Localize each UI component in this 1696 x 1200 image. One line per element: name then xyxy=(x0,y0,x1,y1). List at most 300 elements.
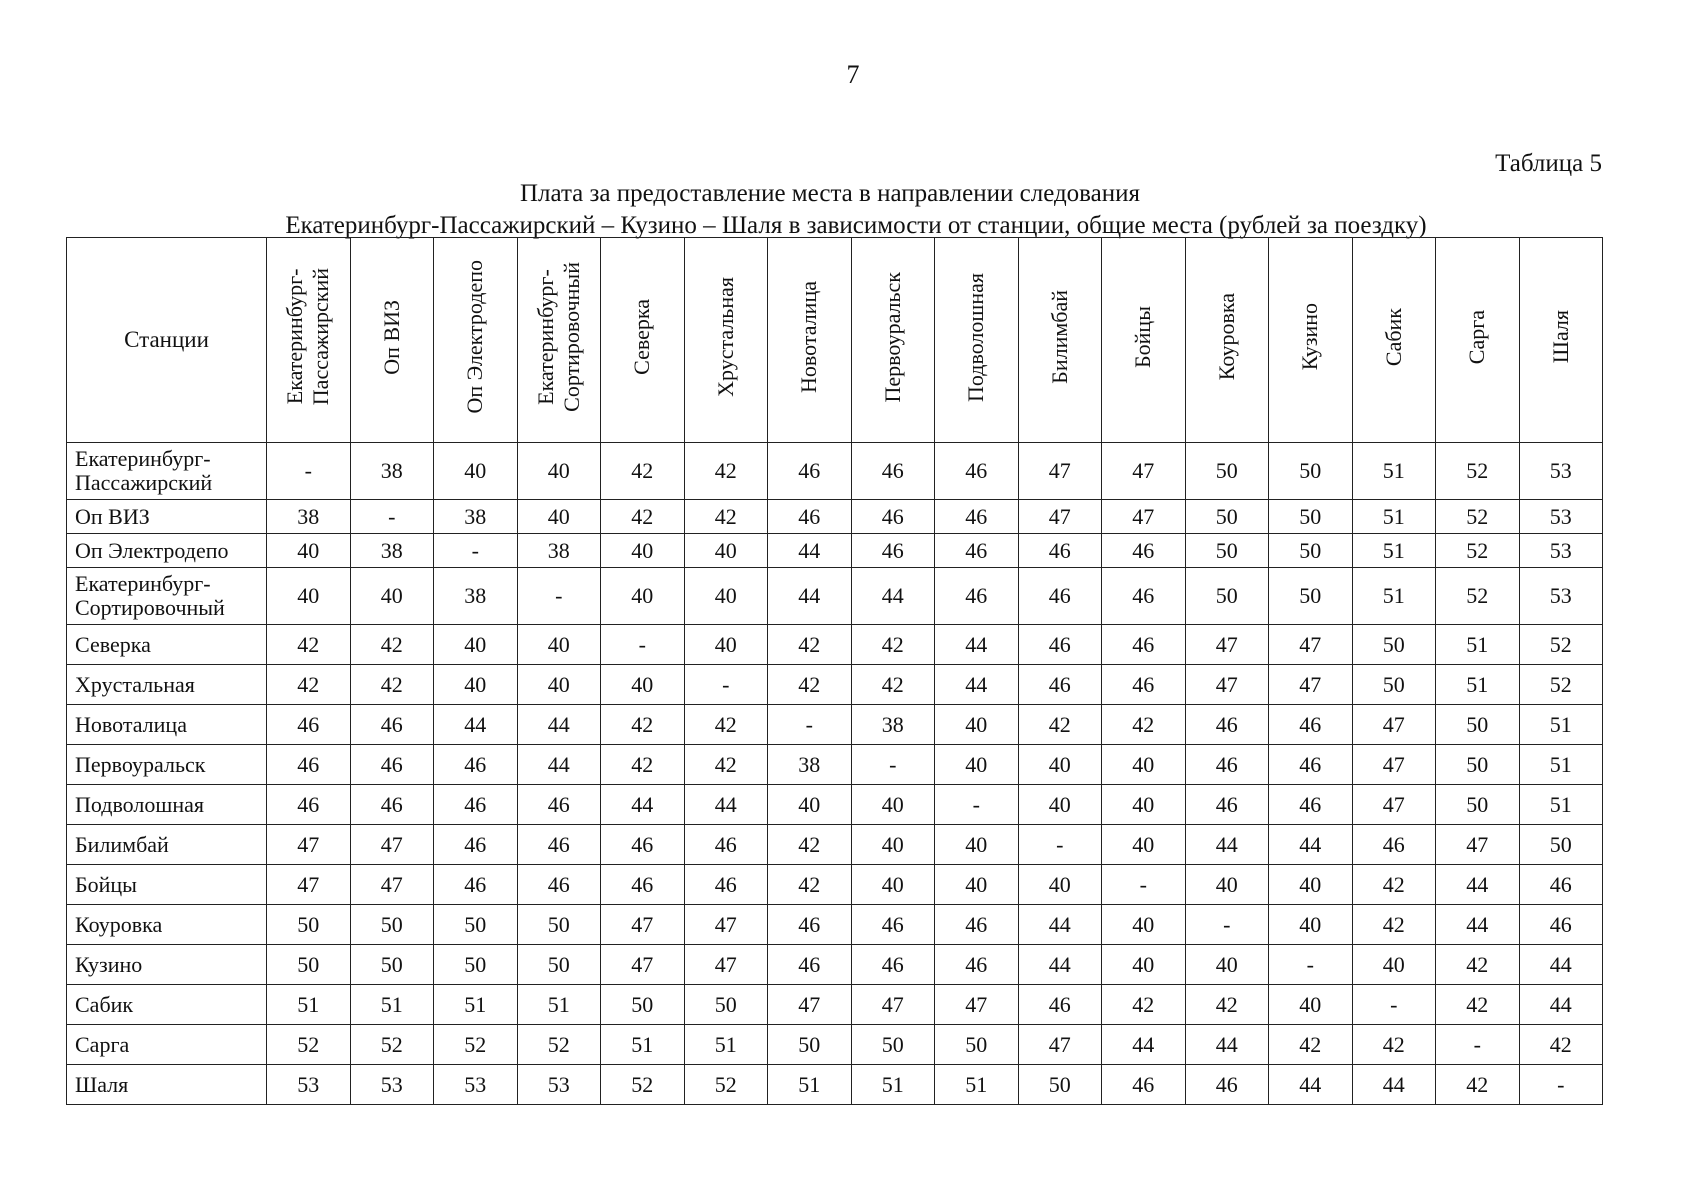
fare-cell: 38 xyxy=(434,500,518,534)
column-header xyxy=(1352,238,1436,443)
fare-cell: - xyxy=(350,500,434,534)
column-header-label: Билимбай xyxy=(1046,290,1072,384)
fare-cell: 44 xyxy=(1352,1065,1436,1105)
fare-cell: 47 xyxy=(1436,825,1520,865)
fare-cell: 52 xyxy=(434,1025,518,1065)
fare-cell: 38 xyxy=(517,534,601,568)
fare-cell: - xyxy=(434,534,518,568)
column-header xyxy=(1519,238,1603,443)
fare-cell: 47 xyxy=(1352,745,1436,785)
fare-cell: 50 xyxy=(1436,705,1520,745)
fare-cell: - xyxy=(1269,945,1353,985)
fare-cell: 42 xyxy=(684,745,768,785)
table-row xyxy=(67,785,1603,825)
column-header xyxy=(601,238,685,443)
fare-cell: 40 xyxy=(434,443,518,500)
fare-cell: 46 xyxy=(1185,785,1269,825)
fare-cell: 47 xyxy=(1102,500,1186,534)
fare-cell: 53 xyxy=(1519,500,1603,534)
fare-cell: 46 xyxy=(1018,534,1102,568)
fare-cell: 51 xyxy=(434,985,518,1025)
fare-cell: 40 xyxy=(1102,905,1186,945)
fare-cell: 42 xyxy=(851,625,935,665)
fare-cell: 44 xyxy=(684,785,768,825)
fare-cell: 46 xyxy=(601,865,685,905)
fare-cell: - xyxy=(768,705,852,745)
fare-cell: 42 xyxy=(267,625,351,665)
fare-cell: 44 xyxy=(1018,905,1102,945)
fare-cell: 47 xyxy=(350,865,434,905)
fare-cell: 40 xyxy=(267,534,351,568)
row-station-name: Подволошная xyxy=(67,785,267,825)
column-header xyxy=(768,238,852,443)
fare-cell: 46 xyxy=(1102,665,1186,705)
fare-cell: 51 xyxy=(684,1025,768,1065)
fare-cell: 46 xyxy=(1352,825,1436,865)
fare-cell: 51 xyxy=(768,1065,852,1105)
fare-cell: 50 xyxy=(1018,1065,1102,1105)
fare-cell: 50 xyxy=(267,945,351,985)
fare-cell: 40 xyxy=(1102,945,1186,985)
fare-cell: 46 xyxy=(768,443,852,500)
table-row xyxy=(67,865,1603,905)
fare-cell: 47 xyxy=(1269,625,1353,665)
row-station-name: Сарга xyxy=(67,1025,267,1065)
fare-cell: 40 xyxy=(935,825,1019,865)
fare-cell: 46 xyxy=(1018,985,1102,1025)
fare-cell: - xyxy=(851,745,935,785)
fare-cell: 47 xyxy=(601,905,685,945)
fare-cell: 44 xyxy=(935,665,1019,705)
fare-cell: 53 xyxy=(1519,568,1603,625)
row-station-name: Северка xyxy=(67,625,267,665)
column-header xyxy=(1018,238,1102,443)
fare-cell: 40 xyxy=(768,785,852,825)
fare-table xyxy=(66,237,1603,1105)
fare-cell: 40 xyxy=(267,568,351,625)
fare-cell: 44 xyxy=(517,705,601,745)
fare-cell: 51 xyxy=(1352,534,1436,568)
fare-cell: 46 xyxy=(851,534,935,568)
column-header-label: Шаля xyxy=(1547,310,1573,364)
fare-cell: 51 xyxy=(601,1025,685,1065)
fare-cell: 40 xyxy=(1269,985,1353,1025)
fare-cell: 42 xyxy=(768,665,852,705)
column-header-label: Подволошная xyxy=(963,272,989,402)
fare-cell: 51 xyxy=(1436,665,1520,705)
fare-cell: 42 xyxy=(350,625,434,665)
fare-cell: 42 xyxy=(1352,905,1436,945)
column-header xyxy=(851,238,935,443)
table-row xyxy=(67,705,1603,745)
table-row xyxy=(67,443,1603,500)
fare-cell: 40 xyxy=(517,625,601,665)
fare-cell: 53 xyxy=(517,1065,601,1105)
column-header-label: Коуровка xyxy=(1213,293,1239,381)
fare-cell: 47 xyxy=(267,865,351,905)
fare-cell: 38 xyxy=(267,500,351,534)
fare-cell: 51 xyxy=(851,1065,935,1105)
fare-cell: 42 xyxy=(684,500,768,534)
column-header-label: Екатеринбург- Сортировочный xyxy=(532,262,584,412)
fare-cell: 47 xyxy=(851,985,935,1025)
fare-cell: - xyxy=(1018,825,1102,865)
row-station-name: Билимбай xyxy=(67,825,267,865)
table-header-row xyxy=(67,238,1603,443)
column-header xyxy=(1269,238,1353,443)
table-title-line-2: Екатеринбург-Пассажирский – Кузино – Шаля в зависимости от станции, общие места (рублей за поездку) xyxy=(285,212,1427,239)
fare-cell: 50 xyxy=(517,945,601,985)
row-station-name: Шаля xyxy=(67,1065,267,1105)
fare-cell: 40 xyxy=(350,568,434,625)
fare-cell: 46 xyxy=(1269,705,1353,745)
fare-cell: 52 xyxy=(1519,625,1603,665)
row-station-name: Оп ВИЗ xyxy=(67,500,267,534)
fare-cell: 44 xyxy=(1185,825,1269,865)
fare-cell: 50 xyxy=(1269,443,1353,500)
table-row xyxy=(67,500,1603,534)
fare-cell: 38 xyxy=(350,443,434,500)
fare-cell: 52 xyxy=(517,1025,601,1065)
fare-cell: 42 xyxy=(267,665,351,705)
fare-cell: 40 xyxy=(434,625,518,665)
fare-cell: 47 xyxy=(1185,665,1269,705)
fare-cell: 40 xyxy=(1269,865,1353,905)
fare-cell: 50 xyxy=(1185,500,1269,534)
fare-cell: 40 xyxy=(935,745,1019,785)
table-row xyxy=(67,745,1603,785)
fare-cell: 52 xyxy=(1436,500,1520,534)
fare-cell: 51 xyxy=(1519,745,1603,785)
fare-cell: 46 xyxy=(935,905,1019,945)
fare-cell: - xyxy=(1352,985,1436,1025)
table-row xyxy=(67,665,1603,705)
column-header-label: Бойцы xyxy=(1130,306,1156,368)
fare-cell: 44 xyxy=(768,568,852,625)
row-station-name: Екатеринбург- Пассажирский xyxy=(67,443,267,500)
fare-cell: 50 xyxy=(768,1025,852,1065)
fare-cell: 42 xyxy=(1352,1025,1436,1065)
fare-cell: 46 xyxy=(935,945,1019,985)
fare-cell: 44 xyxy=(935,625,1019,665)
fare-cell: 46 xyxy=(1102,1065,1186,1105)
fare-cell: 46 xyxy=(851,945,935,985)
fare-cell: 40 xyxy=(517,665,601,705)
fare-cell: 52 xyxy=(1436,568,1520,625)
fare-cell: 47 xyxy=(1352,785,1436,825)
fare-cell: 40 xyxy=(1269,905,1353,945)
fare-cell: 47 xyxy=(684,905,768,945)
row-station-name: Екатеринбург- Сортировочный xyxy=(67,568,267,625)
fare-cell: 40 xyxy=(517,500,601,534)
fare-cell: - xyxy=(601,625,685,665)
fare-cell: 44 xyxy=(1018,945,1102,985)
fare-cell: - xyxy=(267,443,351,500)
fare-cell: 47 xyxy=(684,945,768,985)
fare-cell: 52 xyxy=(267,1025,351,1065)
fare-cell: 40 xyxy=(684,625,768,665)
page-number: 7 xyxy=(846,60,860,89)
fare-cell: 42 xyxy=(601,500,685,534)
fare-cell: 44 xyxy=(1519,945,1603,985)
table-row xyxy=(67,905,1603,945)
fare-cell: 46 xyxy=(350,745,434,785)
fare-cell: 40 xyxy=(601,534,685,568)
fare-cell: 51 xyxy=(517,985,601,1025)
table-row xyxy=(67,945,1603,985)
fare-cell: 40 xyxy=(1018,785,1102,825)
row-station-name: Оп Электродепо xyxy=(67,534,267,568)
fare-cell: 50 xyxy=(1436,745,1520,785)
fare-cell: - xyxy=(1519,1065,1603,1105)
fare-cell: 47 xyxy=(1018,1025,1102,1065)
column-header-label: Северка xyxy=(629,299,655,375)
fare-cell: 46 xyxy=(935,534,1019,568)
fare-cell: 44 xyxy=(601,785,685,825)
fare-cell: 53 xyxy=(350,1065,434,1105)
fare-cell: 53 xyxy=(1519,534,1603,568)
fare-cell: 42 xyxy=(768,825,852,865)
fare-cell: 46 xyxy=(851,500,935,534)
fare-cell: 46 xyxy=(267,705,351,745)
table-row xyxy=(67,1065,1603,1105)
fare-cell: 50 xyxy=(1269,500,1353,534)
column-header xyxy=(350,238,434,443)
column-header-label: Хрустальная xyxy=(712,277,738,397)
table-row xyxy=(67,568,1603,625)
fare-cell: - xyxy=(1185,905,1269,945)
fare-cell: 51 xyxy=(350,985,434,1025)
column-header-label: Сабик xyxy=(1380,307,1406,367)
fare-cell: 52 xyxy=(1519,665,1603,705)
fare-cell: 42 xyxy=(601,443,685,500)
fare-cell: 51 xyxy=(1436,625,1520,665)
fare-cell: 46 xyxy=(267,785,351,825)
fare-cell: 47 xyxy=(267,825,351,865)
fare-cell: 51 xyxy=(1519,705,1603,745)
table-title-line-1: Плата за предоставление места в направлении следования xyxy=(519,180,1141,207)
fare-cell: 47 xyxy=(768,985,852,1025)
fare-cell: 50 xyxy=(1185,534,1269,568)
fare-cell: 46 xyxy=(1519,905,1603,945)
fare-cell: 46 xyxy=(434,745,518,785)
fare-cell: 47 xyxy=(1185,625,1269,665)
fare-cell: 38 xyxy=(768,745,852,785)
fare-cell: 42 xyxy=(1436,985,1520,1025)
fare-cell: 50 xyxy=(1185,568,1269,625)
fare-cell: 50 xyxy=(1269,534,1353,568)
fare-cell: 42 xyxy=(1185,985,1269,1025)
fare-cell: 40 xyxy=(601,568,685,625)
fare-cell: 46 xyxy=(434,865,518,905)
fare-cell: 42 xyxy=(684,443,768,500)
table-row xyxy=(67,534,1603,568)
fare-cell: 46 xyxy=(1102,568,1186,625)
fare-cell: 52 xyxy=(601,1065,685,1105)
fare-cell: 53 xyxy=(434,1065,518,1105)
fare-cell: 46 xyxy=(1185,745,1269,785)
fare-cell: 40 xyxy=(517,443,601,500)
fare-cell: - xyxy=(1102,865,1186,905)
fare-cell: 50 xyxy=(935,1025,1019,1065)
fare-cell: 46 xyxy=(851,905,935,945)
column-header-label: Оп ВИЗ xyxy=(378,299,404,375)
fare-cell: 46 xyxy=(1018,568,1102,625)
fare-cell: 40 xyxy=(1352,945,1436,985)
fare-cell: 47 xyxy=(1018,500,1102,534)
fare-cell: 42 xyxy=(1519,1025,1603,1065)
fare-cell: 40 xyxy=(684,534,768,568)
fare-cell: 46 xyxy=(935,500,1019,534)
fare-cell: 46 xyxy=(267,745,351,785)
fare-cell: 40 xyxy=(851,865,935,905)
fare-cell: 50 xyxy=(350,905,434,945)
fare-cell: 42 xyxy=(1436,945,1520,985)
fare-cell: 46 xyxy=(517,825,601,865)
row-station-name: Сабик xyxy=(67,985,267,1025)
fare-cell: 40 xyxy=(1102,825,1186,865)
column-header xyxy=(1102,238,1186,443)
fare-cell: - xyxy=(935,785,1019,825)
fare-cell: 42 xyxy=(684,705,768,745)
fare-cell: 42 xyxy=(1436,1065,1520,1105)
fare-cell: 40 xyxy=(684,568,768,625)
fare-cell: 44 xyxy=(1519,985,1603,1025)
column-header-label: Оп Электродепо xyxy=(462,260,488,414)
column-header-label: Кузино xyxy=(1297,303,1323,371)
row-station-name: Новоталица xyxy=(67,705,267,745)
table-label: Таблица 5 xyxy=(1495,150,1602,177)
fare-cell: 51 xyxy=(1352,568,1436,625)
fare-cell: 40 xyxy=(851,825,935,865)
fare-cell: 52 xyxy=(350,1025,434,1065)
fare-cell: 46 xyxy=(1018,625,1102,665)
column-header xyxy=(434,238,518,443)
fare-cell: 51 xyxy=(935,1065,1019,1105)
fare-cell: 42 xyxy=(601,745,685,785)
fare-cell: 46 xyxy=(1269,785,1353,825)
fare-cell: 46 xyxy=(851,443,935,500)
fare-cell: 38 xyxy=(350,534,434,568)
fare-cell: 46 xyxy=(434,785,518,825)
fare-cell: 47 xyxy=(601,945,685,985)
fare-cell: 46 xyxy=(350,705,434,745)
row-station-name: Коуровка xyxy=(67,905,267,945)
fare-cell: 46 xyxy=(1185,705,1269,745)
column-header-label: Сарга xyxy=(1464,309,1490,365)
fare-cell: 46 xyxy=(768,945,852,985)
table-body xyxy=(67,443,1603,1105)
fare-cell: 53 xyxy=(267,1065,351,1105)
fare-cell: 47 xyxy=(935,985,1019,1025)
fare-cell: 46 xyxy=(1519,865,1603,905)
fare-cell: 50 xyxy=(434,945,518,985)
fare-cell: 46 xyxy=(1018,665,1102,705)
fare-cell: - xyxy=(517,568,601,625)
fare-cell: 47 xyxy=(1269,665,1353,705)
fare-cell: 47 xyxy=(1018,443,1102,500)
fare-cell: 42 xyxy=(350,665,434,705)
fare-cell: 50 xyxy=(1185,443,1269,500)
fare-cell: 50 xyxy=(1519,825,1603,865)
fare-cell: 50 xyxy=(1436,785,1520,825)
column-header xyxy=(935,238,1019,443)
fare-cell: 46 xyxy=(935,568,1019,625)
fare-cell: 46 xyxy=(1102,534,1186,568)
column-header xyxy=(684,238,768,443)
fare-cell: 44 xyxy=(1436,905,1520,945)
fare-cell: 46 xyxy=(517,785,601,825)
fare-cell: 38 xyxy=(851,705,935,745)
fare-cell: 50 xyxy=(684,985,768,1025)
table-row xyxy=(67,1025,1603,1065)
fare-cell: 47 xyxy=(1352,705,1436,745)
column-header-label: Екатеринбург- Пассажирский xyxy=(282,268,334,406)
fare-cell: 40 xyxy=(851,785,935,825)
fare-cell: - xyxy=(1436,1025,1520,1065)
fare-cell: 42 xyxy=(1269,1025,1353,1065)
fare-cell: 47 xyxy=(1102,443,1186,500)
fare-cell: 46 xyxy=(684,865,768,905)
fare-cell: 40 xyxy=(1185,865,1269,905)
fare-cell: 52 xyxy=(1436,443,1520,500)
row-station-name: Первоуральск xyxy=(67,745,267,785)
fare-cell: 51 xyxy=(1352,500,1436,534)
fare-cell: 42 xyxy=(1102,985,1186,1025)
column-header xyxy=(267,238,351,443)
fare-cell: 50 xyxy=(350,945,434,985)
column-header xyxy=(1185,238,1269,443)
table-row xyxy=(67,625,1603,665)
column-header-label: Первоуральск xyxy=(879,271,905,403)
fare-cell: 50 xyxy=(517,905,601,945)
fare-cell: 40 xyxy=(935,705,1019,745)
fare-cell: 44 xyxy=(517,745,601,785)
fare-cell: 44 xyxy=(1102,1025,1186,1065)
fare-cell: 42 xyxy=(1018,705,1102,745)
fare-cell: 46 xyxy=(684,825,768,865)
table-row xyxy=(67,825,1603,865)
fare-cell: 46 xyxy=(350,785,434,825)
fare-cell: 46 xyxy=(1185,1065,1269,1105)
fare-cell: 44 xyxy=(768,534,852,568)
fare-cell: 50 xyxy=(434,905,518,945)
fare-cell: 46 xyxy=(768,500,852,534)
row-station-name: Хрустальная xyxy=(67,665,267,705)
fare-cell: 51 xyxy=(267,985,351,1025)
column-header xyxy=(1436,238,1520,443)
fare-cell: - xyxy=(684,665,768,705)
fare-cell: 42 xyxy=(1352,865,1436,905)
fare-cell: 46 xyxy=(1102,625,1186,665)
row-station-name: Кузино xyxy=(67,945,267,985)
fare-cell: 42 xyxy=(1102,705,1186,745)
row-station-name: Бойцы xyxy=(67,865,267,905)
fare-cell: 46 xyxy=(935,443,1019,500)
fare-cell: 42 xyxy=(851,665,935,705)
fare-cell: 50 xyxy=(267,905,351,945)
fare-cell: 42 xyxy=(768,625,852,665)
fare-cell: 46 xyxy=(1269,745,1353,785)
column-header-label: Новоталица xyxy=(796,281,822,393)
fare-cell: 51 xyxy=(1519,785,1603,825)
fare-cell: 38 xyxy=(434,568,518,625)
fare-cell: 44 xyxy=(1269,825,1353,865)
fare-cell: 46 xyxy=(434,825,518,865)
fare-cell: 42 xyxy=(768,865,852,905)
fare-cell: 40 xyxy=(434,665,518,705)
fare-cell: 42 xyxy=(601,705,685,745)
